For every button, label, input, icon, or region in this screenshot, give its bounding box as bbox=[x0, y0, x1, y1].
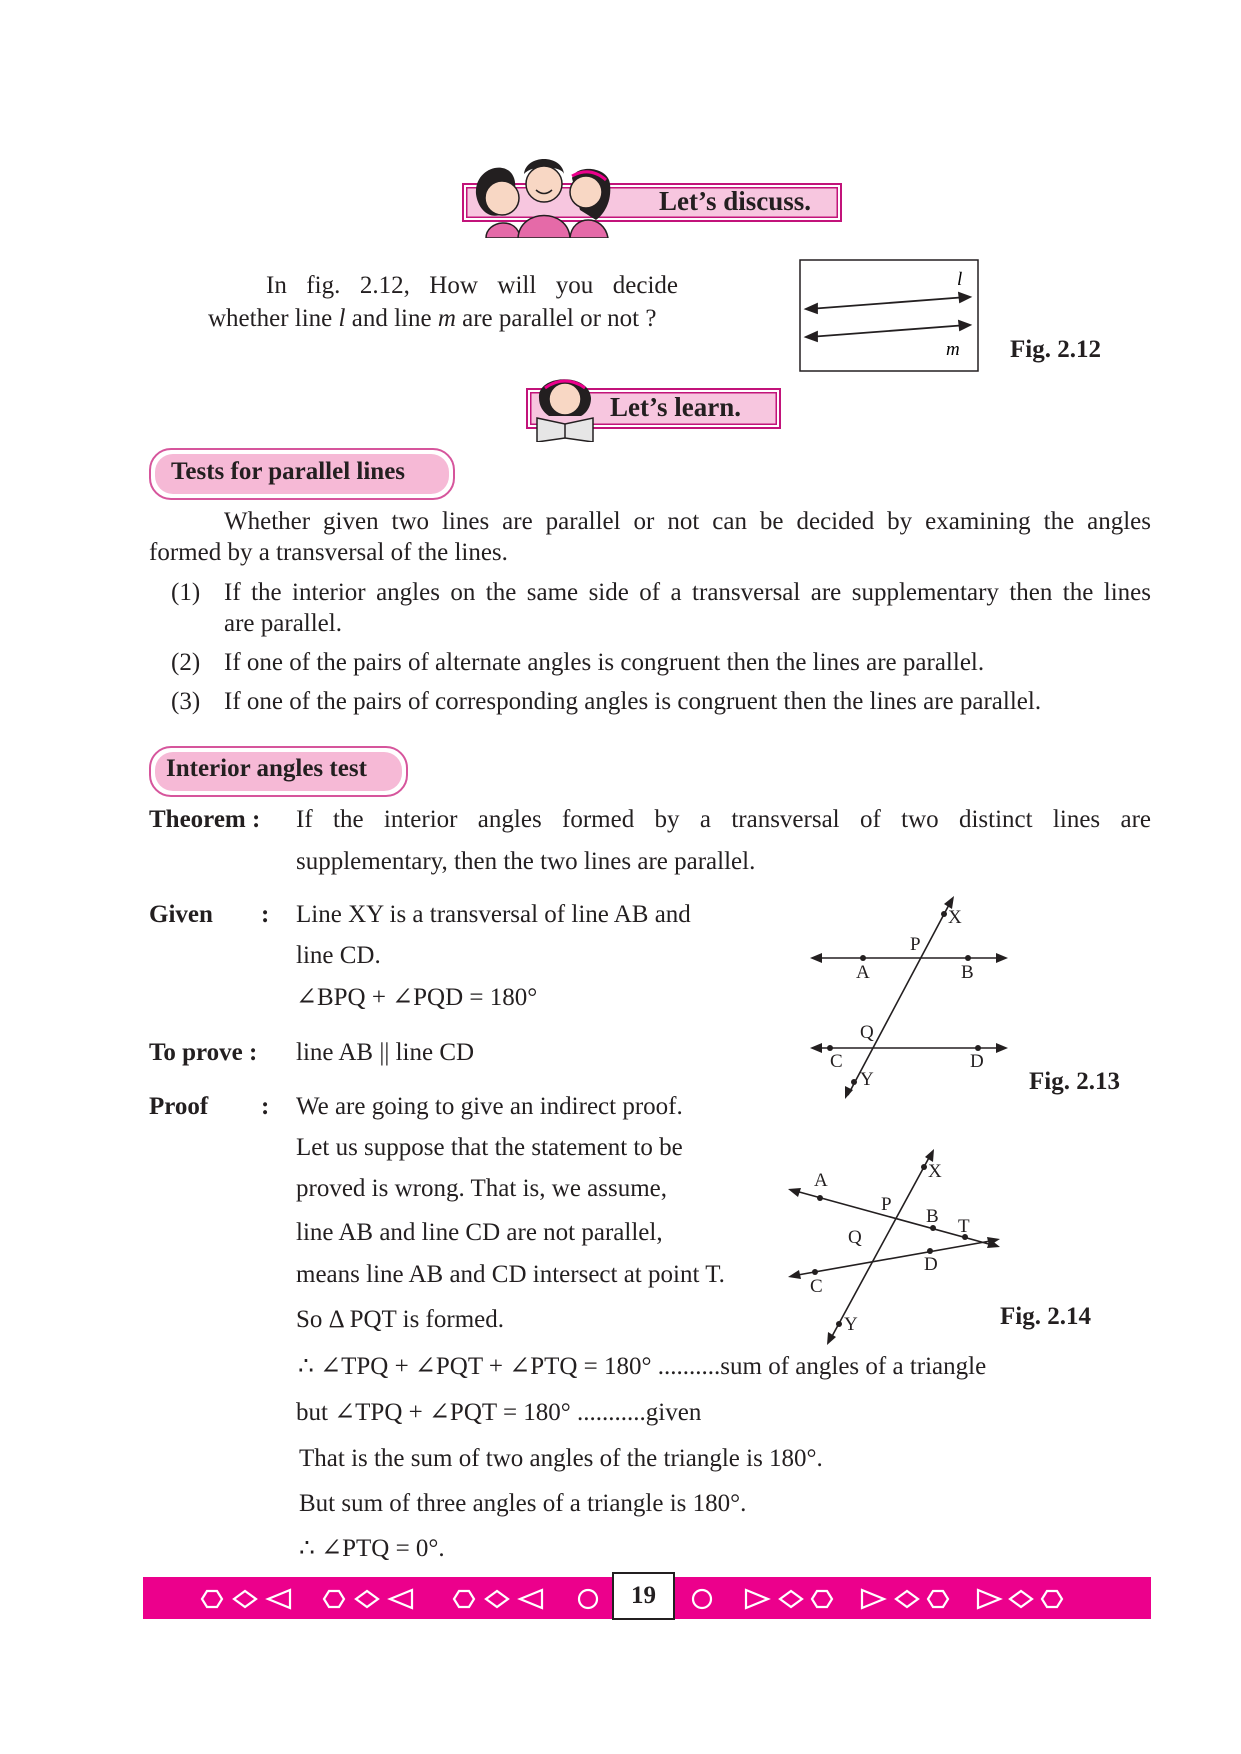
point-x: X bbox=[928, 1161, 942, 1182]
footer-shapes-left bbox=[196, 1584, 606, 1614]
triangle-left-icon bbox=[268, 1590, 290, 1608]
toprove-label: To prove : bbox=[149, 1039, 258, 1066]
children-discussing-illustration bbox=[472, 150, 620, 238]
diamond-icon bbox=[780, 1591, 802, 1607]
proof-label: Proof bbox=[149, 1093, 209, 1120]
proof-line-4: line AB and line CD are not parallel, bbox=[296, 1219, 663, 1246]
given-line3: ∠BPQ + ∠PQD = 180° bbox=[296, 984, 538, 1011]
diamond-icon bbox=[1010, 1591, 1032, 1607]
test-item-1-line2: are parallel. bbox=[224, 610, 342, 637]
given-line1: Line XY is a transversal of line AB and bbox=[296, 901, 691, 928]
discuss-question-line1: In fig. 2.12, How will you decide bbox=[266, 272, 678, 299]
test-item-1-num: (1) bbox=[171, 579, 201, 606]
tests-intro-line2: formed by a transversal of the lines. bbox=[149, 539, 508, 566]
theorem-line1: If the interior angles formed by a transversal of two distinct lines are bbox=[296, 806, 1151, 833]
triangle-left-icon bbox=[520, 1590, 542, 1608]
point-b: B bbox=[926, 1206, 939, 1227]
point-y: Y bbox=[844, 1314, 858, 1335]
tests-intro-line1: Whether given two lines are parallel or not can be decided by examining the angles bbox=[224, 508, 1151, 535]
figure-2-13 bbox=[808, 895, 1018, 1105]
tests-heading: Tests for parallel lines bbox=[171, 458, 406, 485]
fig-2-14-caption: Fig. 2.14 bbox=[1000, 1303, 1091, 1330]
circle-icon bbox=[579, 1590, 597, 1608]
proof-step-3: That is the sum of two angles of the triangle is 180°. bbox=[299, 1445, 823, 1472]
hexagon-icon bbox=[202, 1591, 222, 1607]
point-a: A bbox=[814, 1170, 828, 1191]
diamond-icon bbox=[234, 1591, 256, 1607]
toprove-text: line AB || line CD bbox=[296, 1039, 475, 1066]
given-label: Given bbox=[149, 901, 213, 928]
proof-step-5: ∴ ∠PTQ = 0°. bbox=[299, 1535, 445, 1562]
point-y: Y bbox=[860, 1069, 874, 1090]
label-m: m bbox=[946, 339, 960, 360]
diamond-icon bbox=[896, 1591, 918, 1607]
point-d: D bbox=[924, 1254, 938, 1275]
point-t: T bbox=[958, 1216, 970, 1237]
triangle-right-icon bbox=[978, 1590, 1000, 1608]
page-number: 19 bbox=[612, 1572, 675, 1620]
proof-line-6: So Δ PQT is formed. bbox=[296, 1306, 504, 1333]
given-line2: line CD. bbox=[296, 942, 381, 969]
hexagon-icon bbox=[812, 1591, 832, 1607]
hexagon-icon bbox=[928, 1591, 948, 1607]
test-item-2-text: If one of the pairs of alternate angles is congruent then the lines are parallel. bbox=[224, 649, 985, 676]
point-b: B bbox=[961, 962, 974, 983]
line-cd bbox=[792, 1240, 996, 1276]
point-c: C bbox=[830, 1051, 843, 1072]
diamond-icon bbox=[486, 1591, 508, 1607]
hexagon-icon bbox=[454, 1591, 474, 1607]
proof-step-2: but ∠TPQ + ∠PQT = 180° ...........given bbox=[296, 1399, 702, 1426]
proof-step-1: ∴ ∠TPQ + ∠PQT + ∠PTQ = 180° ..........sum of angles of a triangle bbox=[298, 1353, 987, 1380]
girl-reading-illustration bbox=[533, 368, 599, 442]
interior-heading: Interior angles test bbox=[166, 755, 367, 782]
proof-line-1: We are going to give an indirect proof. bbox=[296, 1093, 683, 1120]
fig-2-12-caption: Fig. 2.12 bbox=[1010, 336, 1101, 363]
proof-line-2: Let us suppose that the statement to be bbox=[296, 1134, 683, 1161]
lets-discuss-title: Let’s discuss. bbox=[659, 186, 812, 216]
point-c: C bbox=[810, 1276, 823, 1297]
point-p: P bbox=[881, 1194, 892, 1215]
theorem-line2: supplementary, then the two lines are parallel. bbox=[296, 848, 756, 875]
hexagon-icon bbox=[1042, 1591, 1062, 1607]
proof-step-4: But sum of three angles of a triangle is 180°. bbox=[299, 1490, 747, 1517]
footer-shapes-right bbox=[688, 1584, 1088, 1614]
diamond-icon bbox=[356, 1591, 378, 1607]
given-colon: : bbox=[261, 901, 270, 928]
proof-line-3: proved is wrong. That is, we assume, bbox=[296, 1175, 668, 1202]
triangle-right-icon bbox=[746, 1590, 768, 1608]
test-item-1-line1: If the interior angles on the same side of a transversal are supplementary then the lines bbox=[224, 579, 1151, 606]
point-x: X bbox=[948, 907, 962, 928]
label-l: l bbox=[957, 269, 963, 290]
point-q: Q bbox=[860, 1022, 874, 1043]
interior-heading-pill bbox=[149, 746, 408, 797]
point-d: D bbox=[970, 1051, 984, 1072]
lets-learn-title: Let’s learn. bbox=[610, 392, 741, 422]
theorem-label: Theorem : bbox=[149, 806, 261, 833]
proof-colon: : bbox=[261, 1093, 270, 1120]
line-xy bbox=[830, 1154, 931, 1340]
triangle-right-icon bbox=[862, 1590, 884, 1608]
figure-2-12 bbox=[799, 259, 979, 372]
point-q: Q bbox=[848, 1227, 862, 1248]
point-a: A bbox=[856, 962, 870, 983]
figure-2-14 bbox=[786, 1148, 1006, 1348]
circle-icon bbox=[693, 1590, 711, 1608]
proof-line-5: means line AB and CD intersect at point T. bbox=[296, 1261, 725, 1288]
tests-heading-pill bbox=[149, 448, 455, 500]
discuss-question-line2: whether line l and line m are parallel or not ? bbox=[208, 305, 657, 332]
point-p: P bbox=[910, 934, 921, 955]
hexagon-icon bbox=[324, 1591, 344, 1607]
test-item-3-num: (3) bbox=[171, 688, 201, 715]
triangle-left-icon bbox=[390, 1590, 412, 1608]
test-item-3-text: If one of the pairs of corresponding angles is congruent then the lines are parallel. bbox=[224, 688, 1042, 715]
test-item-2-num: (2) bbox=[171, 649, 201, 676]
fig-2-13-caption: Fig. 2.13 bbox=[1029, 1068, 1120, 1095]
line-xy bbox=[848, 901, 951, 1095]
